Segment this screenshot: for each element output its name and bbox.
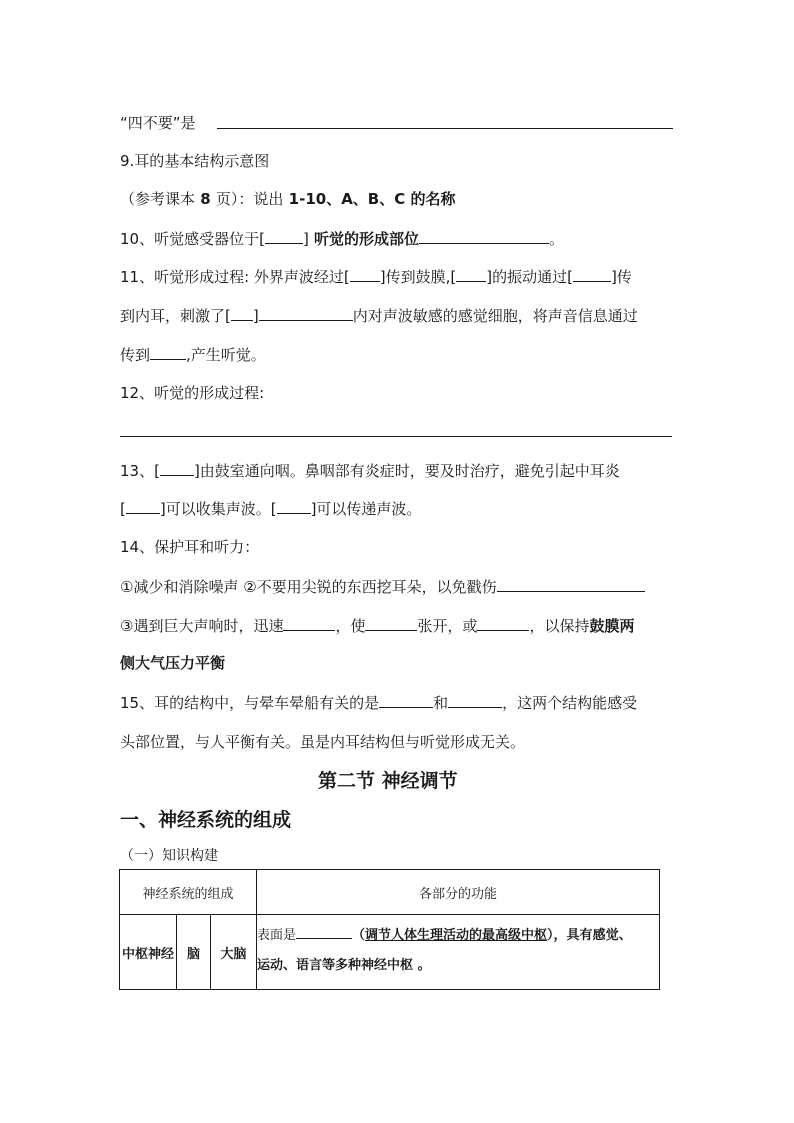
function-text-c: 调节人体生理活动的最高级中枢	[365, 928, 548, 943]
q10-text-a: 10、听觉感受器位于[	[120, 230, 265, 248]
q13-text-e: ]可以传递声波。	[310, 500, 422, 518]
q9-hint-items: 1-10、A、B、C 的名称	[283, 190, 456, 208]
q9-hint	[120, 189, 455, 209]
section-title: 第二节 神经调节	[318, 770, 458, 792]
section-subheading-text: （一）知识构建	[120, 848, 218, 864]
q9-hint-prefix: （参考课本	[120, 190, 196, 208]
q9-title-text: 9.耳的基本结构示意图	[120, 152, 270, 170]
section-subheading	[120, 846, 218, 866]
q11-text-c: ]的振动通过[	[486, 268, 573, 286]
q10-blank-1[interactable]	[265, 228, 303, 244]
function-text-f: 运动、语言等多种	[257, 958, 362, 973]
q14-text-e: ，以保持	[529, 617, 590, 635]
q14-line-3	[120, 653, 225, 673]
q11-blank-5[interactable]	[259, 305, 353, 321]
function-text-a: 表面是	[257, 928, 297, 943]
q13-text-a: 13、[	[120, 462, 160, 480]
nervous-system-table	[119, 869, 660, 990]
function-blank[interactable]	[296, 923, 352, 939]
table-header-function: 各部分的功能	[257, 870, 660, 915]
function-text-g: 神经中枢	[361, 958, 414, 973]
function-text-h: 。	[413, 958, 431, 973]
q11-text-b: ]传到鼓膜,[	[379, 268, 457, 286]
table-row	[120, 915, 660, 990]
q13-line-2	[120, 498, 421, 519]
table-cell-central: 中枢神经	[120, 915, 177, 990]
q11-line-3	[120, 344, 266, 365]
q13-line-1	[120, 460, 620, 481]
q13-text-d: ]可以收集声波。[	[159, 500, 277, 518]
q12-text: 12、听觉的形成过程:	[120, 384, 265, 402]
q13-blank-1[interactable]	[160, 460, 194, 476]
q15-text-d: 头部位置，与人平衡有关。虽是内耳结构但与听觉形成无关。	[120, 733, 526, 751]
q14-title	[120, 537, 259, 557]
q14-text-a: ①减少和消除噪声 ②不要用尖锐的东西挖耳朵，以免戳伤	[120, 578, 497, 596]
q11-text-g: 内对声波敏感的感觉细胞，将声音信息通过	[352, 307, 638, 325]
q14-blank-3[interactable]	[365, 615, 417, 631]
q9-hint-suffix: 页）：	[215, 190, 254, 208]
q8-answer-blank[interactable]	[217, 128, 673, 129]
q10-line	[120, 228, 564, 249]
function-text-e: 感觉、	[592, 928, 632, 943]
q10-text-c: 听觉的形成部位	[308, 230, 420, 248]
q11-text-a: 11、听觉形成过程: 外界声波经过[	[120, 268, 350, 286]
q11-line-1	[120, 266, 632, 287]
table-header-row	[120, 870, 660, 915]
q11-text-h: 传到	[120, 346, 151, 364]
q10-blank-2[interactable]	[419, 228, 549, 244]
q8-text: “四不要”是	[120, 114, 196, 132]
q15-text-c: ，这两个结构能感受	[502, 694, 638, 712]
q9-title	[120, 151, 269, 171]
table-cell-brain: 脑	[177, 915, 211, 990]
q14-text-b: ③遇到巨大声响时，迅速	[120, 617, 284, 635]
q11-text-d: ]传	[610, 268, 632, 286]
q15-blank-1[interactable]	[379, 692, 433, 708]
q14-blank-1[interactable]	[497, 576, 645, 592]
q13-text-c: [	[120, 500, 126, 518]
q14-text-g: 侧大气压力平衡	[120, 654, 226, 672]
q8-line	[120, 113, 196, 133]
q11-line-2	[120, 305, 638, 326]
q12-line	[120, 383, 264, 403]
table-header-composition: 神经系统的组成	[120, 870, 257, 915]
q14-text-f: 鼓膜两	[589, 617, 635, 635]
q10-text-d: 。	[549, 230, 565, 248]
q11-blank-3[interactable]	[573, 266, 611, 282]
q11-blank-1[interactable]	[350, 266, 380, 282]
q15-line-2	[120, 732, 525, 752]
q11-blank-2[interactable]	[456, 266, 486, 282]
q14-title-text: 14、保护耳和听力：	[120, 538, 260, 556]
q12-answer-blank[interactable]	[120, 436, 672, 437]
q14-line-2	[120, 615, 635, 636]
q15-line-1	[120, 692, 637, 713]
q14-blank-2[interactable]	[283, 615, 335, 631]
q9-hint-say: 说出	[253, 190, 284, 208]
q9-hint-page: 8	[195, 190, 216, 208]
table-cell-cerebrum-function	[257, 915, 660, 990]
q14-line-1	[120, 576, 645, 597]
q15-blank-2[interactable]	[448, 692, 502, 708]
function-text-b: （	[352, 928, 366, 943]
q11-text-e: 到内耳，刺激了[	[120, 307, 231, 325]
q13-blank-2[interactable]	[126, 498, 160, 514]
q13-blank-3[interactable]	[277, 498, 311, 514]
q15-text-b: 和	[433, 694, 449, 712]
q14-blank-4[interactable]	[477, 615, 529, 631]
q14-text-d: 张开，或	[417, 617, 478, 635]
q10-text-b: ]	[302, 230, 309, 248]
q15-text-a: 15、耳的结构中，与晕车晕船有关的是	[120, 694, 380, 712]
q11-blank-6[interactable]	[150, 344, 186, 360]
table-cell-cerebrum: 大脑	[211, 915, 257, 990]
q11-blank-4[interactable]	[231, 305, 253, 321]
section-heading: 一、神经系统的组成	[120, 809, 292, 831]
q11-text-i: ,产生听觉。	[186, 346, 266, 364]
function-text-d: ），具有	[547, 928, 593, 943]
q14-text-c: ，使	[335, 617, 366, 635]
q11-text-f: ]	[252, 307, 259, 325]
q13-text-b: ]由鼓室通向咽。鼻咽部有炎症时，要及时治疗，避免引起中耳炎	[193, 462, 620, 480]
